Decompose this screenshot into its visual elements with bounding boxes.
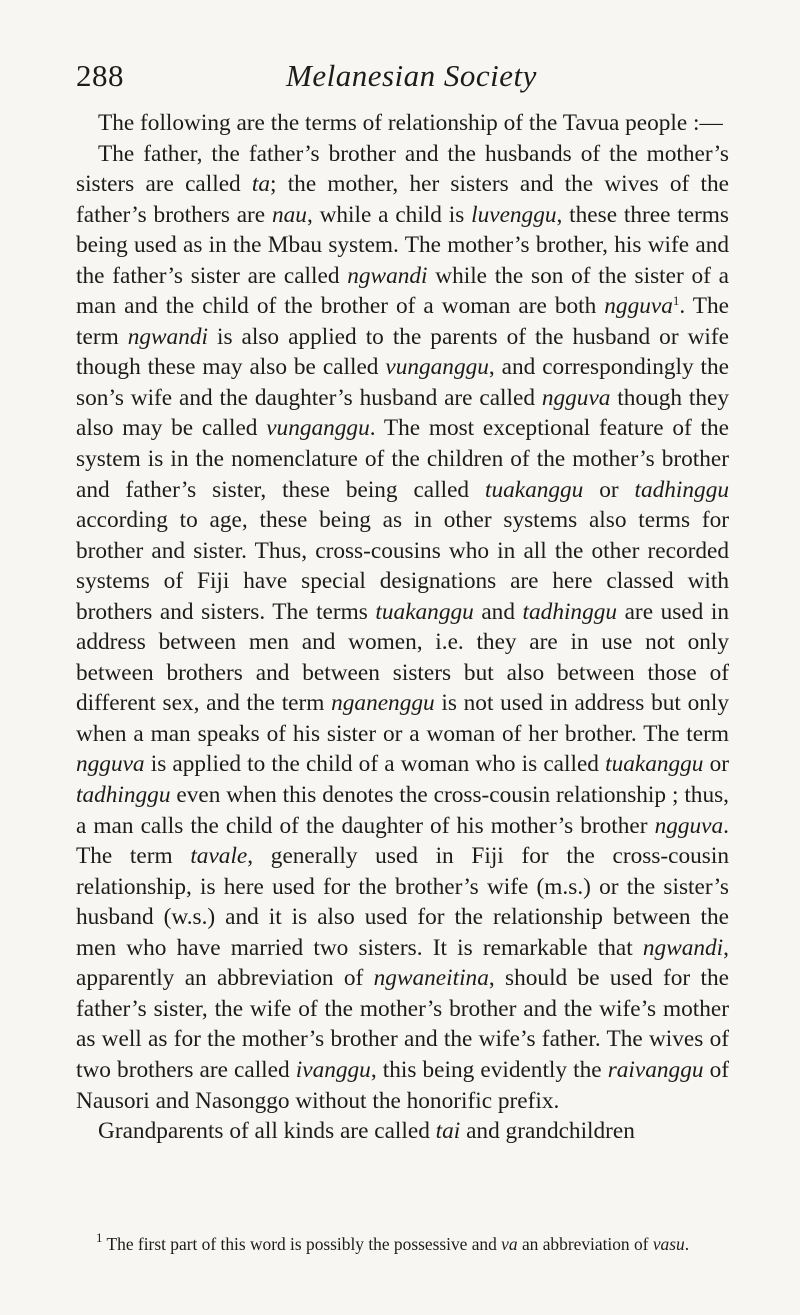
text-run: , this being evidently the xyxy=(370,1056,608,1083)
text-run: and grandchildren xyxy=(460,1118,635,1145)
native-term: raivanggu xyxy=(607,1056,704,1083)
native-term: tuakanggu xyxy=(605,751,704,778)
native-term: tadhinggu xyxy=(634,476,729,503)
text-run: . The term xyxy=(76,293,729,350)
text-run: Grandparents of all kinds are called xyxy=(98,1118,436,1145)
text-run: , these three terms being used as in the Mbau system. The mother’s brother, his wife and the father’s sister are called xyxy=(76,201,729,289)
native-term: tadhinggu xyxy=(522,598,618,625)
native-term: tai xyxy=(435,1118,461,1145)
native-term: vunganggu xyxy=(385,354,489,381)
running-title: Melanesian Society xyxy=(286,58,537,93)
footnote-reference: 1 xyxy=(672,293,680,309)
native-term: ngguva xyxy=(541,384,611,411)
native-term: ngwandi xyxy=(642,934,724,961)
native-term: tuakanggu xyxy=(375,598,474,625)
native-term: ngguva xyxy=(604,293,673,320)
text-run: , while a child is xyxy=(306,201,472,228)
native-term: vunganggu xyxy=(266,415,370,442)
text-run: or xyxy=(703,751,729,778)
text-run: an abbreviation of xyxy=(517,1234,653,1254)
page-header xyxy=(76,58,724,102)
text-run: while the son of the sister of a man and the child of the brother of a woman are both xyxy=(76,262,729,320)
native-term: ngwaneitina xyxy=(373,965,489,992)
native-term: ngwandi xyxy=(127,323,208,350)
text-run: though they also may be called xyxy=(76,384,729,442)
text-run: . The term xyxy=(76,812,729,870)
native-term: tuakanggu xyxy=(484,476,584,503)
text-run: or xyxy=(583,476,635,503)
text-run: ; the mother, her sisters and the wives of the father’s brothers are xyxy=(76,171,729,228)
text-run: according to age, these being as in other systems also terms for brother and sister. Thus, cross-cousins who in all the other recorded systems of Fiji have special designations are here classed with brothers and sisters. The terms xyxy=(76,507,729,625)
page-number: 288 xyxy=(76,58,124,93)
text-run: . The most exceptional feature of the system is in the nomenclature of the children of the mother’s brother and father’s sister, these being called xyxy=(76,415,729,503)
text-run: The father, the father’s brother and the husbands of the mother’s sisters are called xyxy=(76,140,729,198)
native-term: va xyxy=(501,1234,518,1254)
text-run: , should be used for the father’s sister, the wife of the mother’s brother and the wife’s mother as well as for the mother’s brother and the wife’s father. The wives of two brothers are called xyxy=(76,965,729,1083)
native-term: ivanggu xyxy=(295,1056,371,1083)
native-term: ngguva xyxy=(654,812,724,839)
text-run: , generally used in Fiji for the cross-cousin relationship, is here used for the brother’s wife (m.s.) or the sister’s husband (w.s.) and it is also used for the relationship between the men who have married two sisters. It is remarkable that xyxy=(76,843,729,961)
text-run: of Nausori and Nasonggo without the honorific prefix. xyxy=(76,1056,730,1114)
text-run: . xyxy=(684,1234,690,1254)
text-run: is applied to the child of a woman who is called xyxy=(144,751,606,778)
text-run: , and correspondingly the son’s wife and the daughter’s husband are called xyxy=(76,354,729,411)
native-term: tadhinggu xyxy=(76,782,171,809)
text-run: is not used in address but only when a man speaks of his sister or a woman of her brother. The term xyxy=(76,690,729,747)
body-text xyxy=(76,108,729,1147)
text-run: and xyxy=(473,598,523,625)
footnote xyxy=(76,1232,729,1256)
native-term: luvenggu xyxy=(471,201,557,228)
native-term: ngwandi xyxy=(347,262,428,289)
footnote-mark: 1 xyxy=(96,1230,103,1245)
paragraph-terms xyxy=(76,139,729,1117)
text-run: The first part of this word is possibly the possessive and xyxy=(102,1234,502,1254)
native-term: nganenggu xyxy=(331,690,435,717)
native-term: tavale xyxy=(190,843,248,870)
native-term: nau xyxy=(271,201,307,228)
native-term: ta xyxy=(251,171,271,198)
text-run: are used in address between men and women, i.e. they are in use not only between brothers and between sisters but also between those of different sex, and the term xyxy=(76,598,729,717)
text-run: even when this denotes the cross-cousin relationship ; thus, a man calls the child of the daughter of his mother’s brother xyxy=(76,782,729,839)
text-run: , apparently an abbreviation of xyxy=(76,934,729,992)
text-run: is also applied to the parents of the husband or wife though these may also be called xyxy=(76,323,729,381)
paragraph-intro: The following are the terms of relationship of the Tavua people :— xyxy=(98,110,723,136)
paragraph-grandparents xyxy=(76,1116,729,1147)
native-term: ngguva xyxy=(76,751,145,778)
native-term: vasu xyxy=(652,1234,685,1254)
